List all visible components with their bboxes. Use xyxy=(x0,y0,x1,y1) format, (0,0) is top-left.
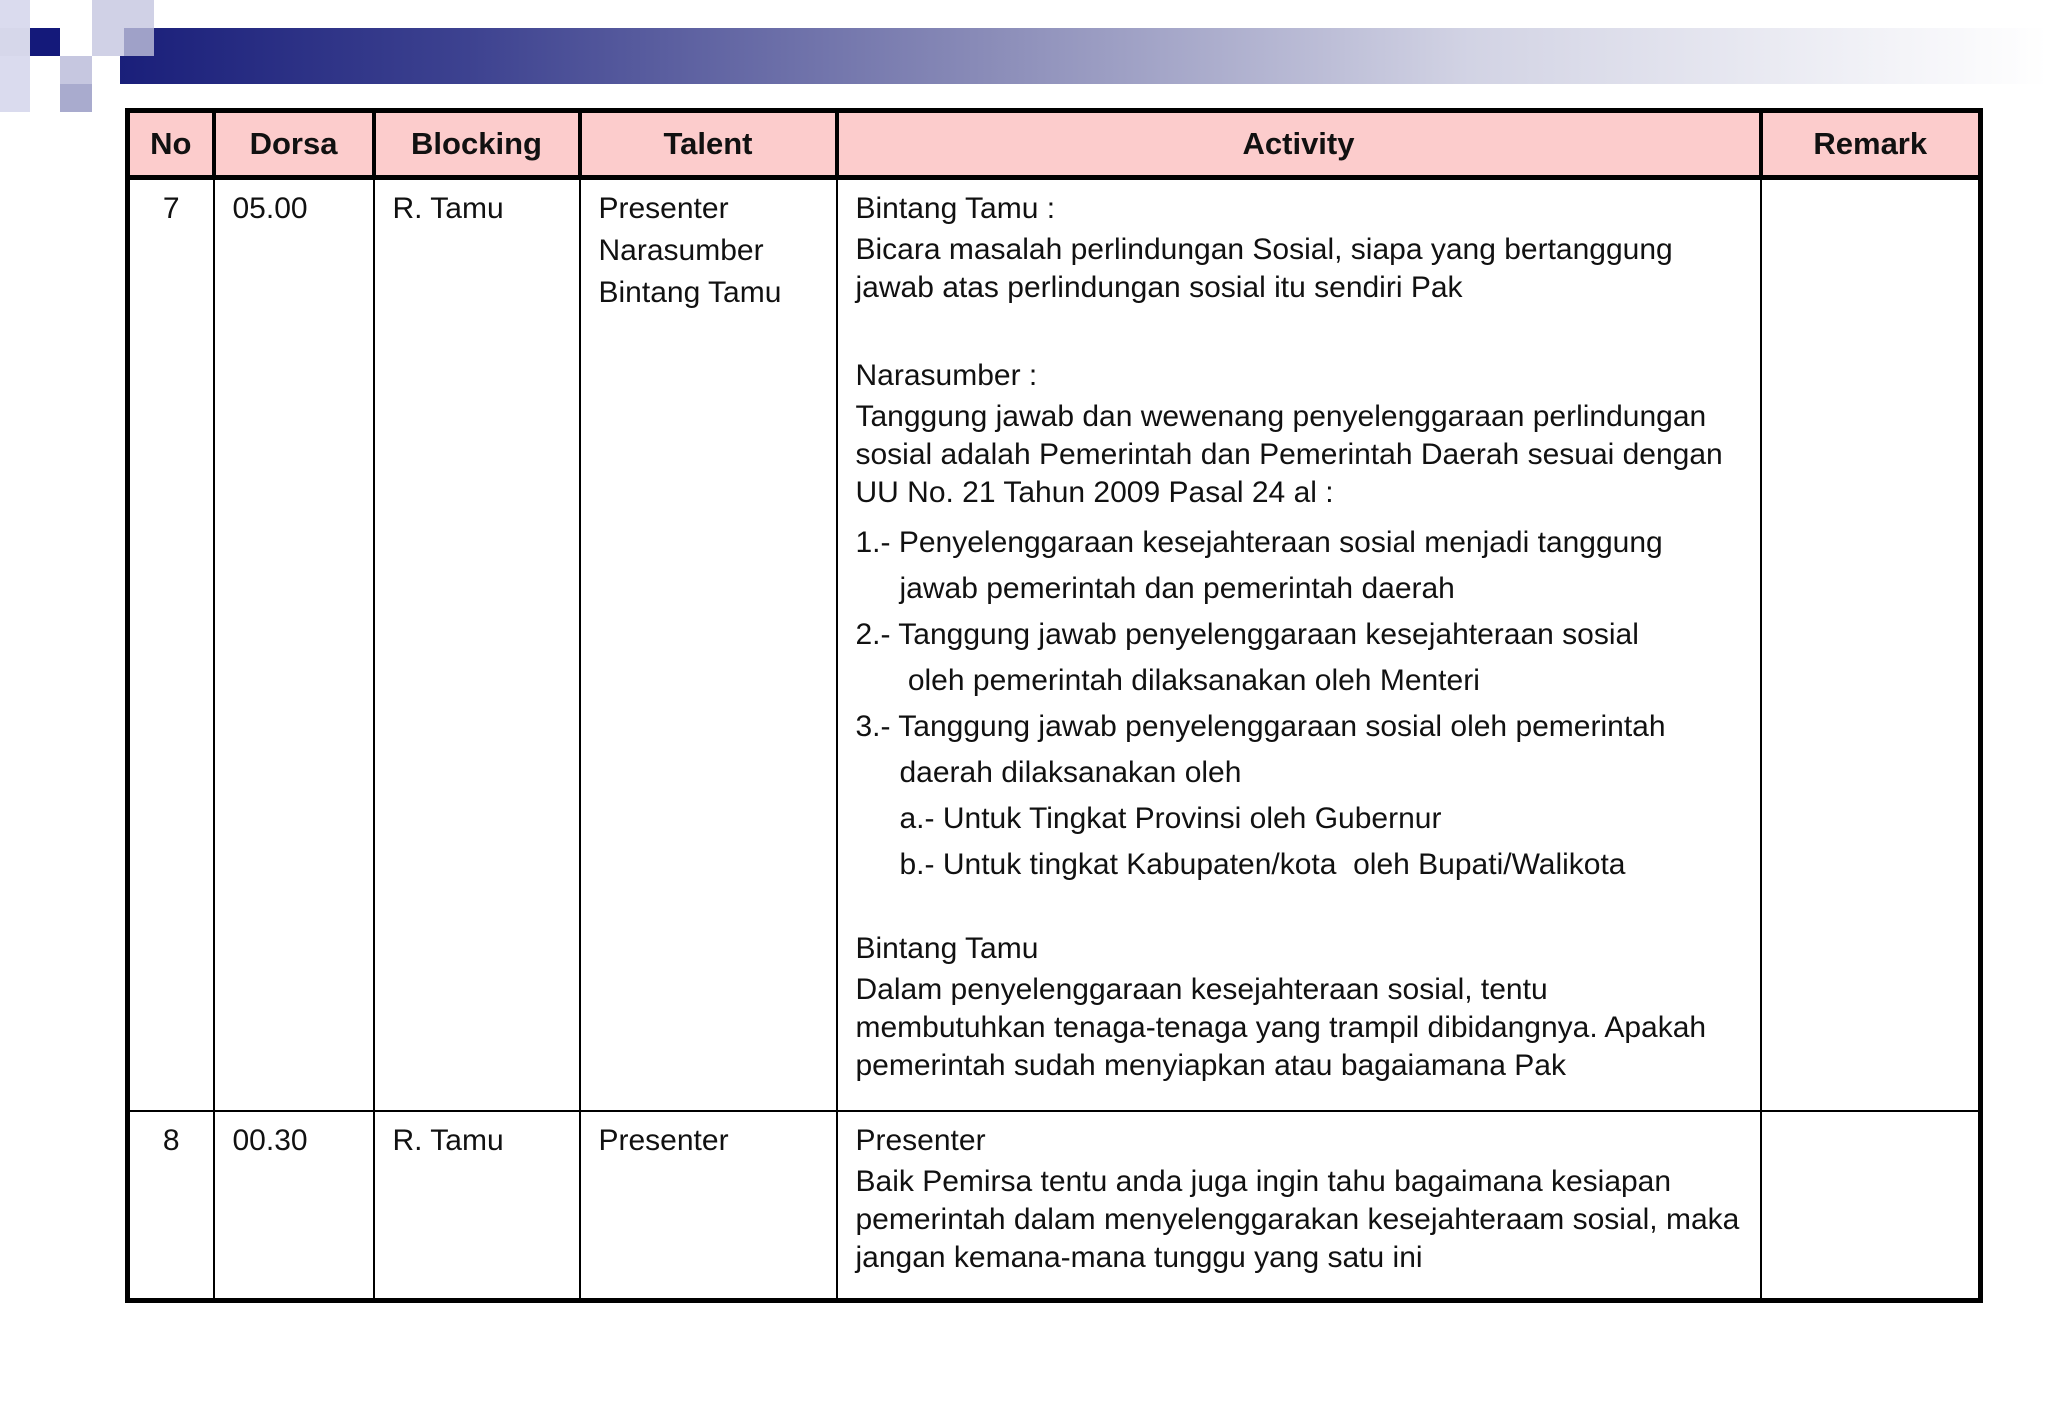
list-item-continuation: jawab pemerintah dan pemerintah daerah xyxy=(899,572,1455,605)
header-gradient-band xyxy=(120,28,2048,84)
speaker-label: Bintang Tamu : xyxy=(855,192,1056,225)
table-row xyxy=(128,178,1981,1112)
list-item-first-line: 2.- Tanggung jawab penyelenggaraan kesejahteraan sosial xyxy=(855,618,1639,651)
list-item xyxy=(856,612,1742,704)
column-header-remark: Remark xyxy=(1761,111,1981,178)
speaker-label: Presenter xyxy=(855,1124,986,1157)
table-row xyxy=(128,1111,1981,1301)
cell-remark xyxy=(1761,178,1981,1112)
list-item-continuation: oleh pemerintah dilaksanakan oleh Menteri xyxy=(899,664,1480,697)
speaker-label: Narasumber : xyxy=(855,359,1038,392)
dialogue-text: Dalam penyelenggaraan kesejahteraan sosial, tentu membutuhkan tenaga-tenaga yang trampil dibidangnya. Apakah pemerintah sudah menyiapkan atau bagaiamana Pak xyxy=(855,973,1707,1082)
list-item xyxy=(856,704,1742,796)
column-header-blocking: Blocking xyxy=(374,111,580,178)
decor-square xyxy=(60,56,92,84)
decor-square xyxy=(30,28,60,56)
cell-no: 8 xyxy=(128,1111,214,1301)
cell-dorsa: 05.00 xyxy=(214,178,374,1112)
cell-talent xyxy=(580,178,837,1112)
cell-blocking: R. Tamu xyxy=(374,1111,580,1301)
talent-name: Presenter xyxy=(598,1124,729,1157)
sub-list-item: b.- Untuk tingkat Kabupaten/kota oleh Bupati/Walikota xyxy=(899,848,1626,881)
cell-activity xyxy=(837,1111,1761,1301)
rundown-table xyxy=(125,108,1983,1303)
cell-blocking: R. Tamu xyxy=(374,178,580,1112)
decor-square xyxy=(124,28,154,56)
column-header-activity: Activity xyxy=(837,111,1761,178)
talent-name: Bintang Tamu xyxy=(598,276,782,309)
column-header-dorsa: Dorsa xyxy=(214,111,374,178)
cell-activity xyxy=(837,178,1761,1112)
sub-list-item: a.- Untuk Tingkat Provinsi oleh Gubernur xyxy=(899,802,1442,835)
talent-name: Presenter xyxy=(598,192,729,225)
column-header-talent: Talent xyxy=(580,111,837,178)
dialogue-text: Bicara masalah perlindungan Sosial, siapa yang bertanggung jawab atas perlindungan sosial itu sendiri Pak xyxy=(855,233,1673,304)
cell-talent xyxy=(580,1111,837,1301)
speaker-label: Bintang Tamu xyxy=(855,932,1039,965)
list-item xyxy=(856,520,1742,612)
table-header-row xyxy=(128,111,1981,178)
list-item-first-line: 1.- Penyelenggaraan kesejahteraan sosial menjadi tanggung xyxy=(855,526,1663,559)
column-header-no: No xyxy=(128,111,214,178)
cell-dorsa: 00.30 xyxy=(214,1111,374,1301)
cell-no: 7 xyxy=(128,178,214,1112)
dialogue-text: Tanggung jawab dan wewenang penyelenggaraan perlindungan sosial adalah Pemerintah dan Pemerintah Daerah sesuai dengan UU No. 21 Tahun 2009 Pasal 24 al : xyxy=(855,400,1723,509)
decor-square xyxy=(0,0,30,112)
decor-square xyxy=(60,84,92,112)
list-item-first-line: 3.- Tanggung jawab penyelenggaraan sosial oleh pemerintah xyxy=(855,710,1666,743)
cell-remark xyxy=(1761,1111,1981,1301)
list-item-continuation: daerah dilaksanakan oleh xyxy=(899,756,1242,789)
talent-name: Narasumber xyxy=(598,234,764,267)
dialogue-text: Baik Pemirsa tentu anda juga ingin tahu bagaimana kesiapan pemerintah dalam menyelenggarakan kesejahteraam sosial, maka jangan kemana-mana tunggu yang satu ini xyxy=(855,1165,1740,1274)
